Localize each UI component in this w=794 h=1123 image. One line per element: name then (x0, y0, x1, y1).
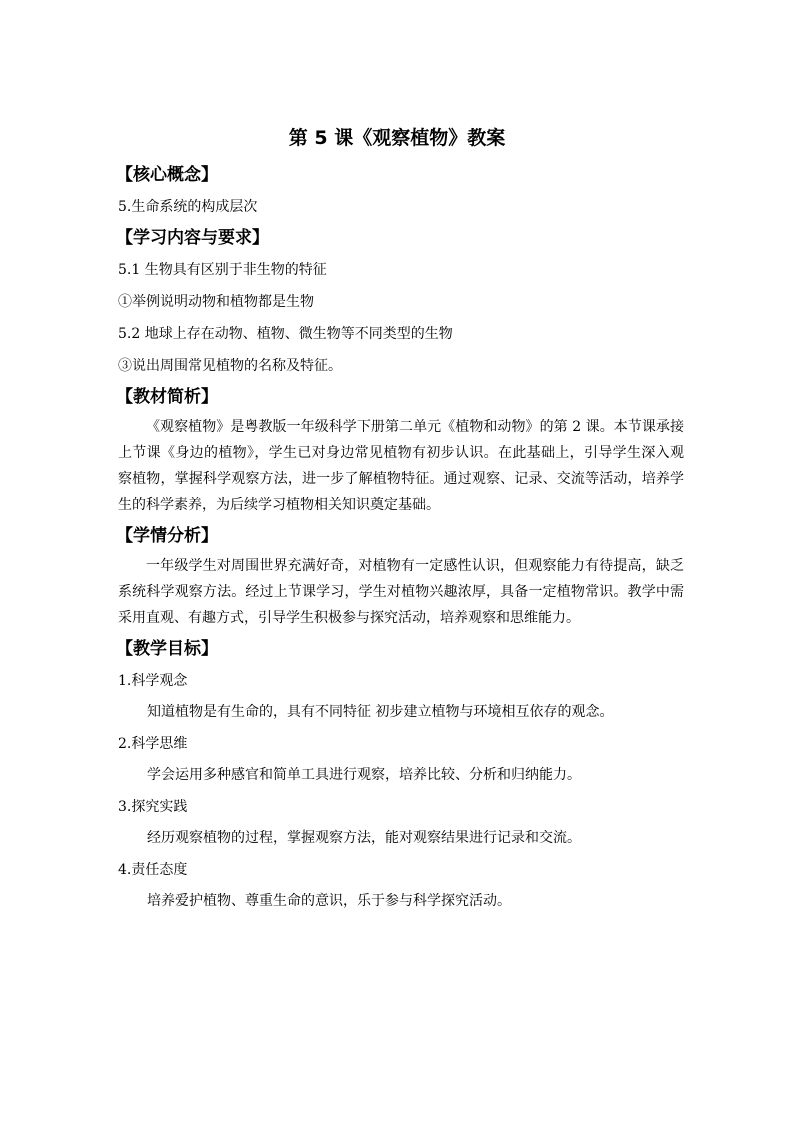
heading-content-requirements: 【学习内容与要求】 (116, 228, 269, 248)
goal-label: 3.探究实践 (118, 799, 188, 815)
goal-label: 2.科学思维 (118, 736, 188, 752)
heading-student-analysis: 【学情分析】 (116, 526, 218, 546)
goal-text: 培养爱护植物、尊重生命的意识，乐于参与科学探究活动。 (147, 893, 511, 909)
heading-teaching-goals: 【教学目标】 (116, 639, 218, 659)
document-title: 第 5 课《观察植物》教案 (288, 127, 506, 149)
core-concept-item: 5.生命系统的构成层次 (118, 199, 258, 215)
heading-core-concept: 【核心概念】 (116, 165, 218, 185)
requirement-item: 5.2 地球上存在动物、植物、微生物等不同类型的生物 (118, 326, 453, 342)
goal-label: 4.责任态度 (118, 862, 188, 878)
heading-textbook-analysis: 【教材简析】 (116, 387, 218, 407)
document-body (118, 160, 684, 917)
goal-label: 1.科学观念 (118, 673, 188, 689)
requirement-item: 5.1 生物具有区别于非生物的特征 (118, 262, 327, 278)
student-analysis-paragraph: 一年级学生对周围世界充满好奇，对植物有一定感性认识，但观察能力有待提高，缺乏系统科学观察方法。经过上节课学习，学生对植物兴趣浓厚，具备一定植物常识。教学中需采用直观、有趣方式，引导学生积极参与探究活动，培养观察和思维能力。 (118, 558, 684, 626)
requirement-item: ③说出周围常见植物的名称及特征。 (118, 358, 342, 374)
textbook-analysis-paragraph: 《观察植物》是粤教版一年级科学下册第二单元《植物和动物》的第 2 课。本节课承接上节课《身边的植物》，学生已对身边常见植物有初步认识。在此基础上，引导学生深入观察植物，掌握科学观察方法，进一步了解植物特征。通过观察、记录、交流等活动，培养学生的科学素养，为后续学习植物相关知识奠定基础。 (118, 419, 684, 513)
requirement-item: ①举例说明动物和植物都是生物 (118, 294, 314, 310)
goal-text: 学会运用多种感官和简单工具进行观察，培养比较、分析和归纳能力。 (147, 767, 581, 783)
goal-text: 知道植物是有生命的，具有不同特征 初步建立植物与环境相互依存的观念。 (147, 704, 614, 720)
goal-text: 经历观察植物的过程，掌握观察方法，能对观察结果进行记录和交流。 (147, 830, 581, 846)
